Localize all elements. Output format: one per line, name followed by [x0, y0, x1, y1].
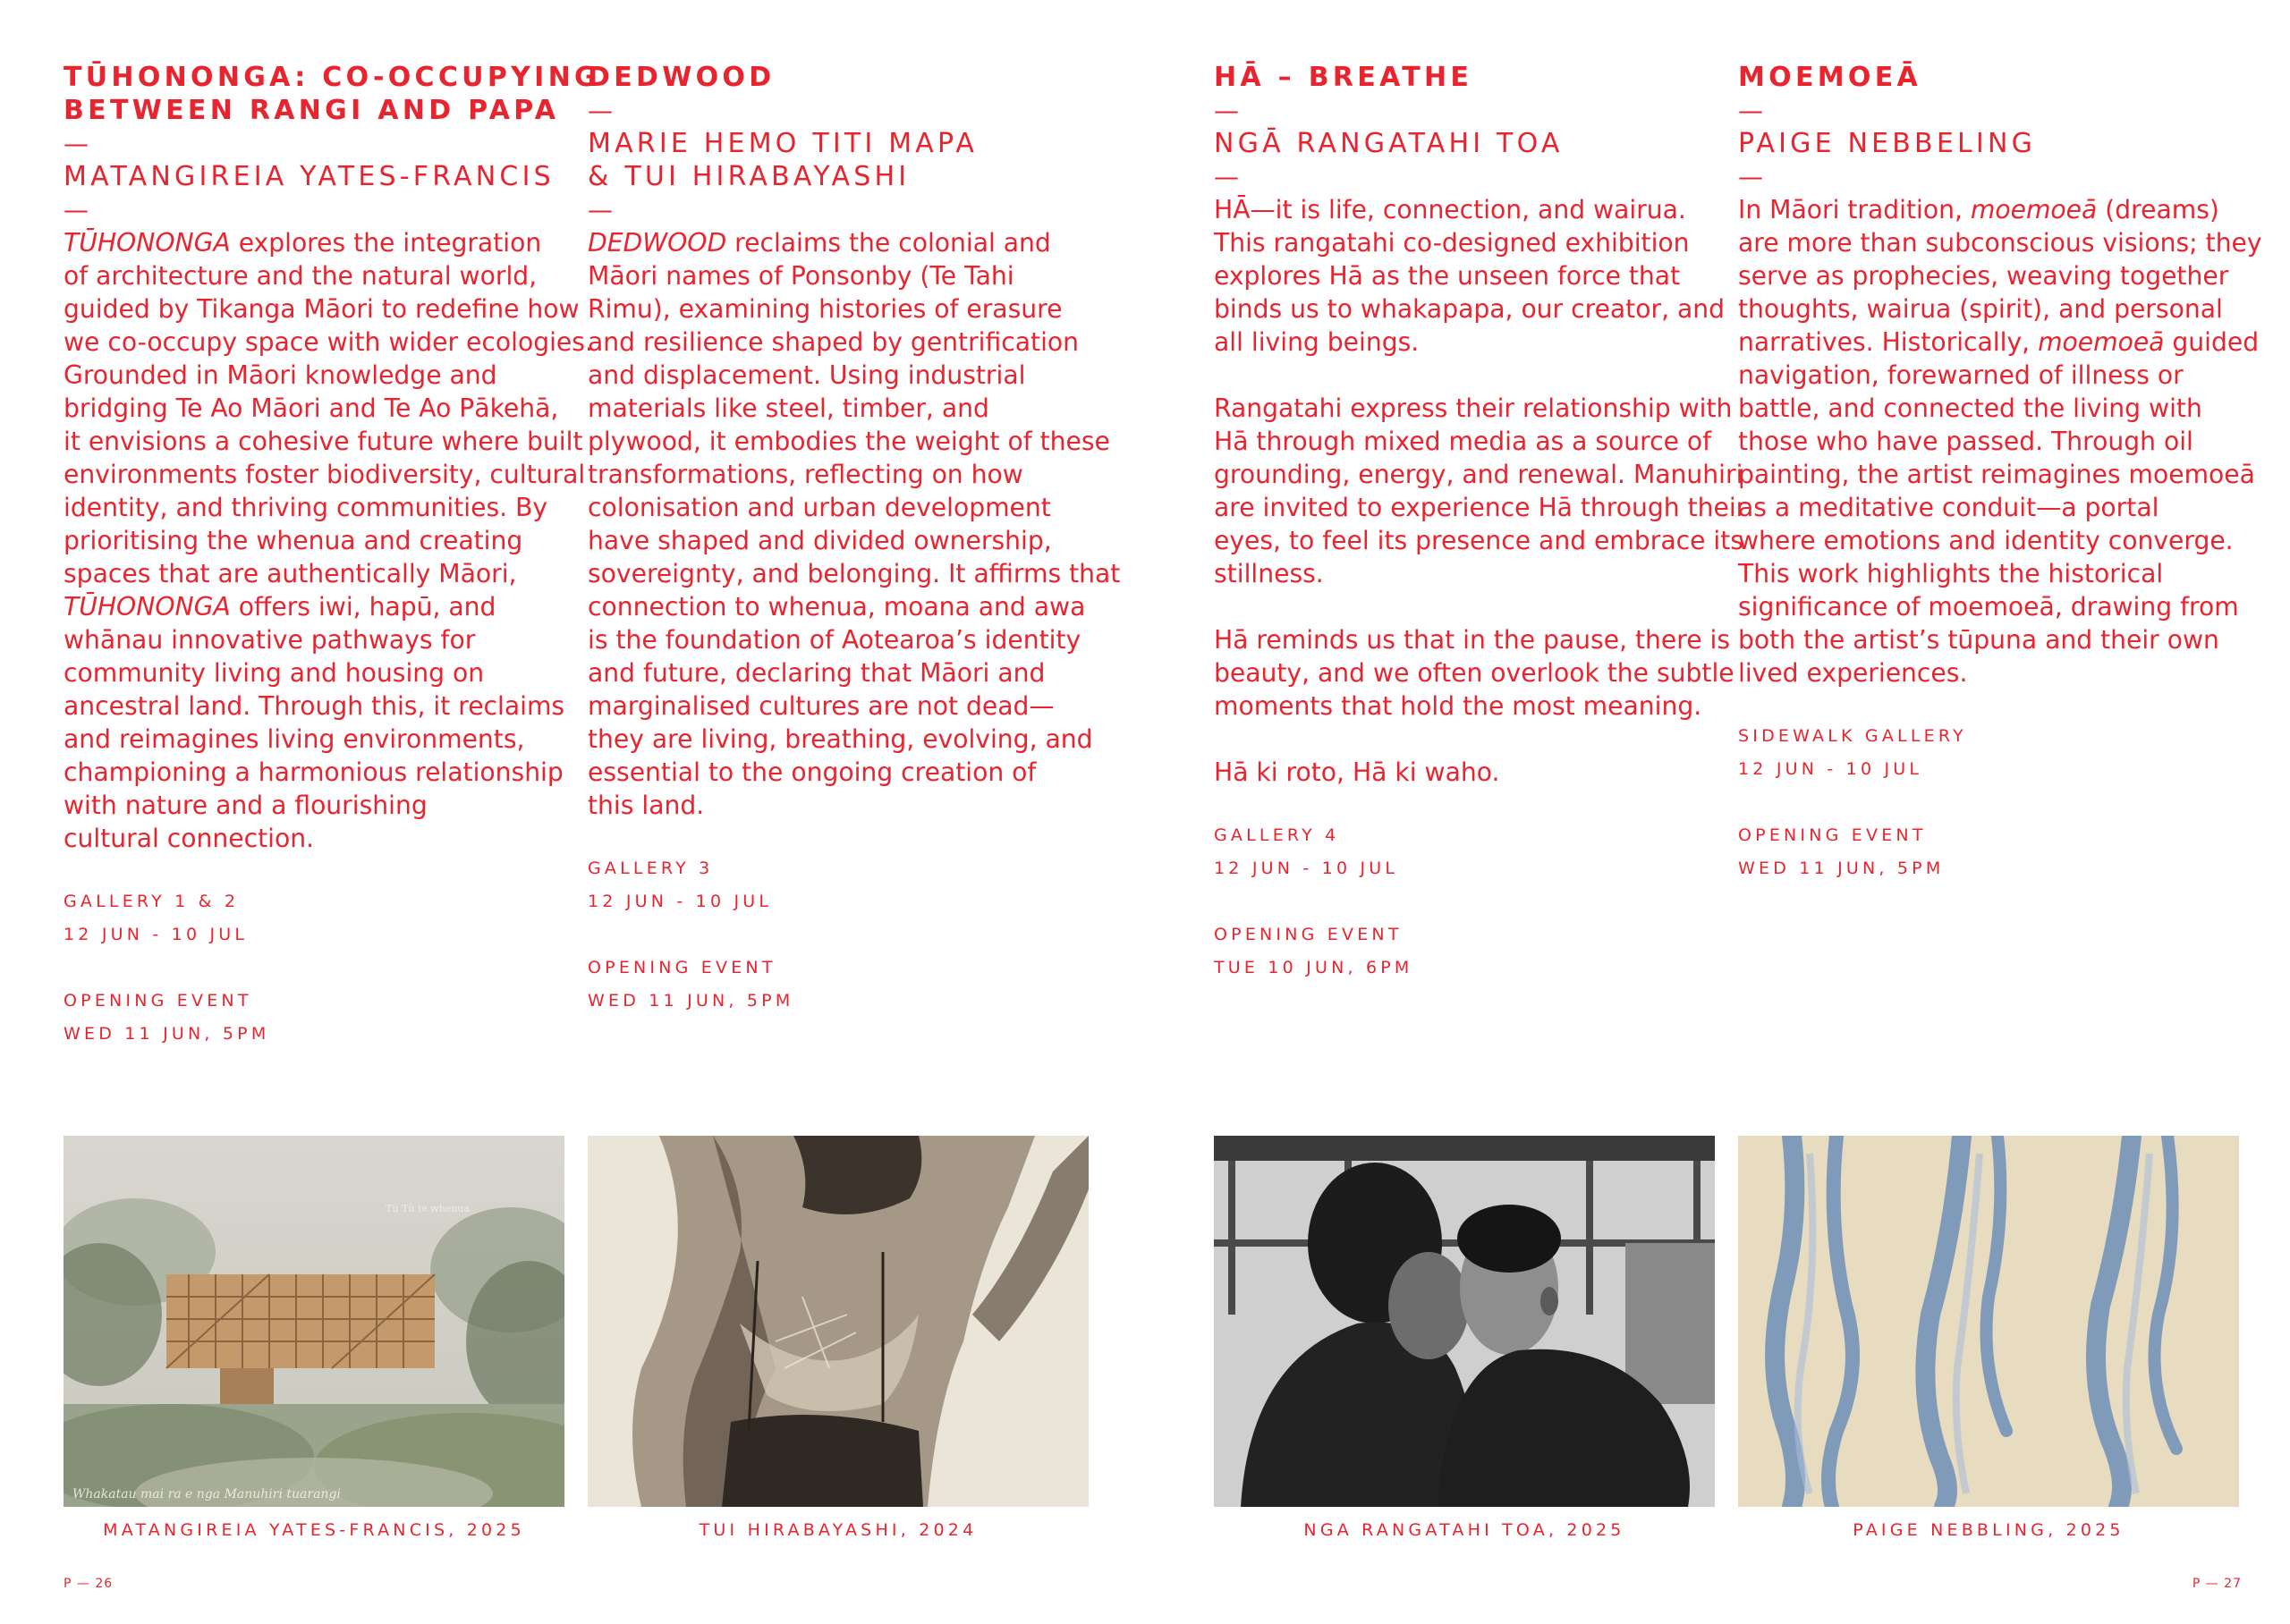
exhibition-title: DEDWOOD [588, 62, 776, 93]
body-line: stillness. [1214, 559, 1324, 588]
opening-event-label: OPENING EVENT [64, 991, 252, 1011]
body-line: (dreams) [2097, 195, 2219, 224]
body-line: Grounded in Māori knowledge and [64, 360, 497, 390]
image-hongi-photo [1214, 1136, 1715, 1507]
paragraph [1214, 392, 1747, 590]
body-line: have shaped and divided ownership, [588, 526, 1052, 555]
exhibition-dates: 12 JUN - 10 JUL [64, 925, 249, 944]
body-line: of architecture and the natural world, [64, 261, 538, 291]
body-line: where emotions and identity converge. [1738, 526, 2234, 555]
opening-event-label: OPENING EVENT [1214, 925, 1403, 944]
gallery-location: SIDEWALK GALLERY [1738, 726, 1967, 746]
body-line: ancestral land. Through this, it reclaims [64, 691, 565, 721]
italic-title: TŪHONONGA [64, 592, 231, 622]
body-line: they are living, breathing, evolving, and [588, 724, 1093, 754]
separator-dash: — [588, 96, 613, 125]
artist-name: MATANGIREIA YATES-FRANCIS [64, 161, 555, 192]
paragraph [1214, 623, 1734, 723]
body-line: explores the integration [238, 228, 542, 258]
artist-name: PAIGE NEBBELING [1738, 128, 2037, 159]
artist-name: MARIE HEMO TITI MAPA [588, 128, 979, 159]
exhibition-title: MOEMOEĀ [1738, 62, 1922, 93]
body-line: In Māori tradition, [1738, 195, 1971, 224]
body-line: plywood, it embodies the weight of these [588, 427, 1110, 456]
body-line: Rimu), examining histories of erasure [588, 294, 1063, 324]
body-line: whānau innovative pathways for [64, 625, 476, 655]
body-line: colonisation and urban development [588, 493, 1051, 522]
body-line: HĀ—it is life, connection, and wairua. [1214, 195, 1686, 224]
paragraph [1214, 193, 1726, 359]
exhibition-ha-breathe [1214, 61, 1747, 985]
exhibition-details [1214, 819, 1715, 985]
body-line: those who have passed. Through oil [1738, 427, 2193, 456]
image-caption: MATANGIREIA YATES-FRANCIS, 2025 [103, 1520, 525, 1540]
body-line: all living beings. [1214, 327, 1420, 357]
exhibition-details [64, 885, 564, 1051]
exhibition-description [1738, 193, 2262, 689]
exhibition-dates: 12 JUN - 10 JUL [588, 892, 773, 911]
body-line: transformations, reflecting on how [588, 460, 1023, 489]
body-line: are more than subconscious visions; they [1738, 228, 2262, 258]
body-line: and reimagines living environments, [64, 724, 525, 754]
body-line: Hā reminds us that in the pause, there is [1214, 625, 1731, 655]
image-caption: NGA RANGATAHI TOA, 2025 [1303, 1520, 1625, 1540]
gallery-location: GALLERY 1 & 2 [64, 892, 240, 911]
body-line: Rangatahi express their relationship with [1214, 393, 1733, 423]
body-line: environments foster biodiversity, cultural [64, 460, 586, 489]
body-line: bridging Te Ao Māori and Te Ao Pākehā, [64, 393, 559, 423]
body-line: thoughts, wairua (spirit), and personal [1738, 294, 2223, 324]
gallery-location: GALLERY 4 [1214, 825, 1340, 845]
body-line: This rangatahi co-designed exhibition [1214, 228, 1690, 258]
image-architecture-render [64, 1136, 564, 1507]
exhibition-title: HĀ – BREATHE [1214, 62, 1473, 93]
exhibition-description [588, 226, 1121, 822]
body-line: grounding, energy, and renewal. Manuhiri [1214, 460, 1743, 489]
body-line: guided [2164, 327, 2260, 357]
separator-dash: — [588, 195, 613, 224]
body-line: essential to the ongoing creation of [588, 757, 1037, 787]
body-line: This work highlights the historical [1738, 559, 2164, 588]
exhibition-title: TŪHONONGA: CO-OCCUPYING [64, 62, 600, 93]
opening-event-date: WED 11 JUN, 5PM [588, 991, 794, 1011]
image-caption: TUI HIRABAYASHI, 2024 [699, 1520, 978, 1540]
paragraph: Hā ki roto, Hā ki waho. [1214, 757, 1500, 787]
body-line: spaces that are authentically Māori, [64, 559, 517, 588]
body-line: Hā through mixed media as a source of [1214, 427, 1712, 456]
page-number-left: P — 26 [64, 1577, 114, 1591]
body-line: marginalised cultures are not dead— [588, 691, 1055, 721]
body-line: battle, and connected the living with [1738, 393, 2202, 423]
italic-title: DEDWOOD [588, 228, 727, 258]
body-line: cultural connection. [64, 824, 315, 853]
opening-event-date: WED 11 JUN, 5PM [1738, 859, 1945, 878]
body-line: significance of moemoeā, drawing from [1738, 592, 2239, 622]
exhibition-dedwood [588, 61, 1121, 1018]
body-line: eyes, to feel its presence and embrace its [1214, 526, 1743, 555]
image-figure-painting [588, 1136, 1089, 1507]
separator-dash: — [1214, 96, 1239, 125]
opening-event-label: OPENING EVENT [1738, 825, 1927, 845]
body-line: binds us to whakapapa, our creator, and [1214, 294, 1726, 324]
body-line: and displacement. Using industrial [588, 360, 1026, 390]
italic-word: moemoeā [1970, 195, 2098, 224]
body-line: moments that hold the most meaning. [1214, 691, 1702, 721]
body-line: materials like steel, timber, and [588, 393, 989, 423]
exhibition-dates: 12 JUN - 10 JUL [1738, 759, 1923, 779]
body-line: offers iwi, hapū, and [238, 592, 496, 622]
body-line: are invited to experience Hā through their [1214, 493, 1747, 522]
body-line: narratives. Historically, [1738, 327, 2039, 357]
opening-event-label: OPENING EVENT [588, 958, 776, 977]
body-line: we co-occupy space with wider ecologies. [64, 327, 593, 357]
render-overlay-text: Whakatau mai ra e nga Manuhiri tuarangi [72, 1487, 341, 1501]
body-line: both the artist’s tūpuna and their own [1738, 625, 2219, 655]
body-line: beauty, and we often overlook the subtle [1214, 658, 1734, 688]
exhibition-details [588, 852, 1089, 1018]
exhibition-tuhononga [64, 61, 600, 1051]
exhibition-title-line2: BETWEEN RANGI AND PAPA [64, 95, 560, 126]
artist-name-line2: & TUI HIRABAYASHI [588, 161, 911, 192]
separator-dash: — [1214, 162, 1239, 191]
opening-event-date: TUE 10 JUN, 6PM [1214, 958, 1413, 977]
separator-dash: — [1738, 96, 1763, 125]
exhibition-moemoea [1738, 61, 2262, 885]
opening-event-date: WED 11 JUN, 5PM [64, 1024, 270, 1044]
image-caption: PAIGE NEBBLING, 2025 [1853, 1520, 2125, 1540]
body-line: championing a harmonious relationship [64, 757, 564, 787]
body-line: as a meditative conduit—a portal [1738, 493, 2159, 522]
page-number-right: P — 27 [2192, 1577, 2242, 1591]
italic-word: moemoeā [2038, 327, 2165, 357]
body-line: is the foundation of Aotearoa’s identity [588, 625, 1081, 655]
exhibition-details [1738, 720, 2239, 885]
separator-dash: — [64, 129, 89, 158]
exhibition-description [1214, 193, 1747, 789]
body-line: it envisions a cohesive future where built [64, 427, 583, 456]
exhibition-description [64, 226, 593, 855]
body-line: lived experiences. [1738, 658, 1968, 688]
body-line: serve as prophecies, weaving together [1738, 261, 2229, 291]
body-line: and resilience shaped by gentrification [588, 327, 1080, 357]
body-line: navigation, forewarned of illness or [1738, 360, 2184, 390]
body-line: with nature and a flourishing [64, 791, 428, 820]
artist-name: NGĀ RANGATAHI TOA [1214, 128, 1564, 159]
body-line: Māori names of Ponsonby (Te Tahi [588, 261, 1014, 291]
body-line: guided by Tikanga Māori to redefine how [64, 294, 580, 324]
body-line: this land. [588, 791, 705, 820]
separator-dash: — [1738, 162, 1763, 191]
body-line: prioritising the whenua and creating [64, 526, 523, 555]
body-line: community living and housing on [64, 658, 485, 688]
body-line: sovereignty, and belonging. It affirms that [588, 559, 1121, 588]
render-sign-text: Tū Tū te whenua [386, 1203, 470, 1214]
body-line: explores Hā as the unseen force that [1214, 261, 1681, 291]
body-line: connection to whenua, moana and awa [588, 592, 1086, 622]
separator-dash: — [64, 195, 89, 224]
italic-title: TŪHONONGA [64, 228, 231, 258]
exhibition-dates: 12 JUN - 10 JUL [1214, 859, 1399, 878]
gallery-location: GALLERY 3 [588, 859, 714, 878]
image-moemoea-painting [1738, 1136, 2239, 1507]
body-line: identity, and thriving communities. By [64, 493, 548, 522]
body-line: reclaims the colonial and [734, 228, 1051, 258]
body-line: painting, the artist reimagines moemoeā [1738, 460, 2255, 489]
body-line: and future, declaring that Māori and [588, 658, 1046, 688]
